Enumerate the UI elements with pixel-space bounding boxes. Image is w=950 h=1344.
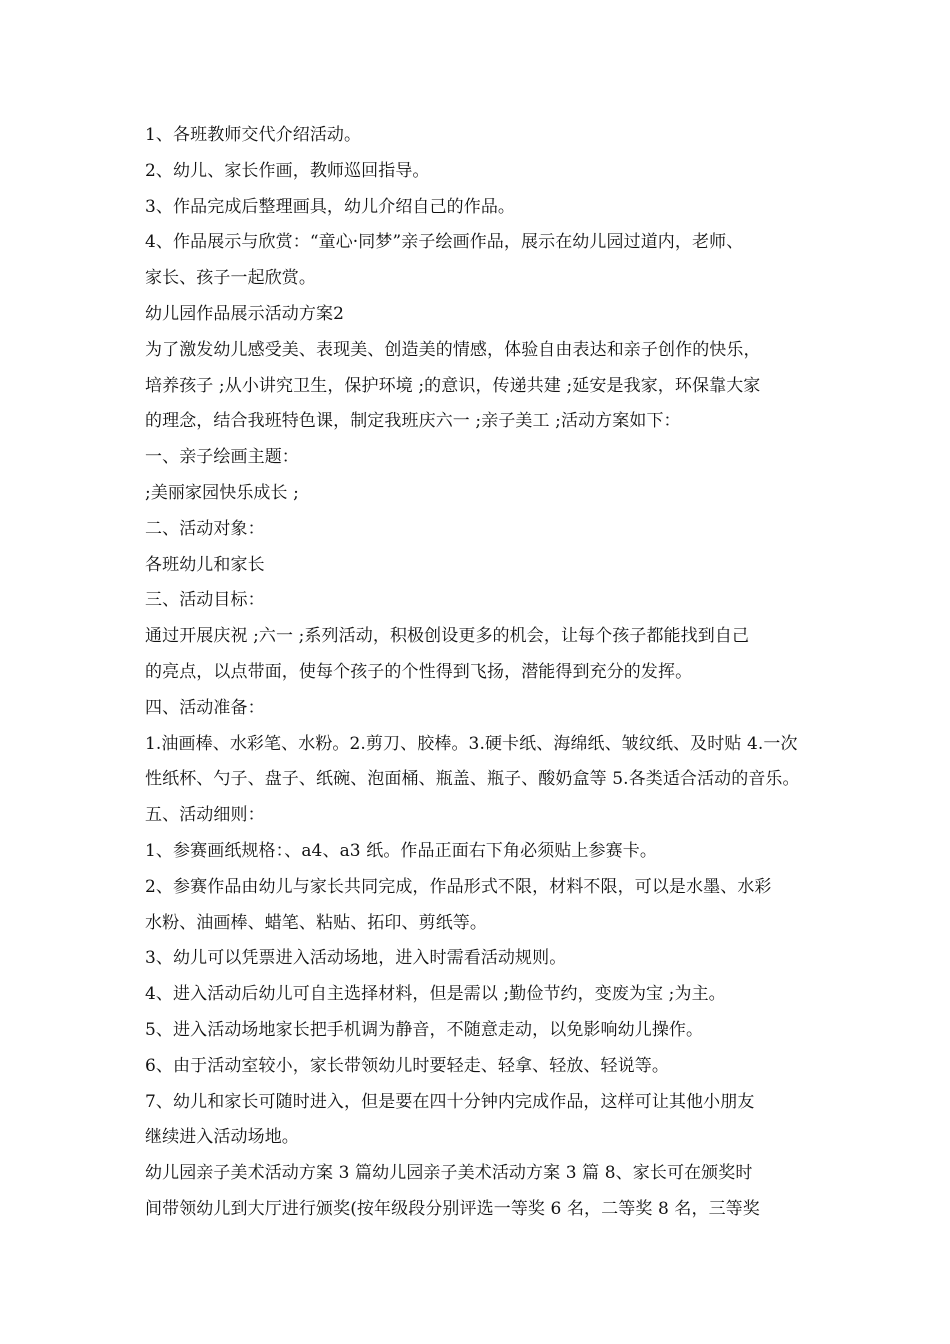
text-line: 水粉、油画棒、蜡笔、粘贴、拓印、剪纸等。 xyxy=(145,912,487,933)
text-line: 7、幼儿和家长可随时进入，但是要在四十分钟内完成作品，这样可让其他小朋友 xyxy=(145,1091,755,1112)
text-line: ;美丽家园快乐成长 ; xyxy=(145,482,299,503)
text-line: 2、幼儿、家长作画，教师巡回指导。 xyxy=(145,160,430,181)
subsection-heading: 四、活动准备： xyxy=(145,697,265,718)
text-line: 为了激发幼儿感受美、表现美、创造美的情感，体验自由表达和亲子创作的快乐， xyxy=(145,339,761,360)
text-line: 3、幼儿可以凭票进入活动场地，进入时需看活动规则。 xyxy=(145,948,567,969)
text-line: 家长、孩子一起欣赏。 xyxy=(145,268,316,289)
text-line: 通过开展庆祝 ;六一 ;系列活动，积极创设更多的机会，让每个孩子都能找到自己 xyxy=(145,626,750,647)
subsection-heading: 三、活动目标： xyxy=(145,590,265,611)
document-body xyxy=(145,118,820,1228)
text-line: 4、作品展示与欣赏：“童心·同梦”亲子绘画作品，展示在幼儿园过道内，老师、 xyxy=(145,232,744,253)
text-line: 继续进入活动场地。 xyxy=(145,1127,299,1148)
text-line: 5、进入活动场地家长把手机调为静音，不随意走动，以免影响幼儿操作。 xyxy=(145,1019,704,1040)
subsection-heading: 一、亲子绘画主题： xyxy=(145,447,299,468)
text-line: 性纸杯、勺子、盘子、纸碗、泡面桶、瓶盖、瓶子、酸奶盒等 5.各类适合活动的音乐。 xyxy=(145,769,800,790)
text-line: 各班幼儿和家长 xyxy=(145,554,265,575)
text-line: 2、参赛作品由幼儿与家长共同完成，作品形式不限，材料不限，可以是水墨、水彩 xyxy=(145,876,772,897)
text-line: 1、参赛画纸规格：、a4、a3 纸。作品正面右下角必须贴上参赛卡。 xyxy=(145,840,657,861)
text-line: 幼儿园亲子美术活动方案 3 篇幼儿园亲子美术活动方案 3 篇 8、家长可在颁奖时 xyxy=(145,1163,753,1184)
text-line: 4、进入活动后幼儿可自主选择材料，但是需以 ;勤俭节约，变废为宝 ;为主。 xyxy=(145,984,726,1005)
text-line: 1、各班教师交代介绍活动。 xyxy=(145,125,362,145)
text-line: 3、作品完成后整理画具，幼儿介绍自己的作品。 xyxy=(145,196,516,217)
text-line: 6、由于活动室较小，家长带领幼儿时要轻走、轻拿、轻放、轻说等。 xyxy=(145,1055,669,1076)
text-line: 的亮点，以点带面，使每个孩子的个性得到飞扬，潜能得到充分的发挥。 xyxy=(145,661,693,682)
text-line: 1.油画棒、水彩笔、水粉。2.剪刀、胶棒。3.硬卡纸、海绵纸、皱纹纸、及时贴 4.一次 xyxy=(145,733,798,754)
text-line: 的理念，结合我班特色课，制定我班庆六一 ;亲子美工 ;活动方案如下： xyxy=(145,411,681,432)
subsection-heading: 五、活动细则： xyxy=(145,805,265,826)
text-line: 培养孩子 ;从小讲究卫生，保护环境 ;的意识，传递共建 ;延安是我家，环保靠大家 xyxy=(145,375,761,396)
text-line: 间带领幼儿到大厅进行颁奖(按年级段分别评选一等奖 6 名，二等奖 8 名，三等奖 xyxy=(145,1198,760,1219)
section-heading: 幼儿园作品展示活动方案2 xyxy=(145,303,345,324)
subsection-heading: 二、活动对象： xyxy=(145,518,265,539)
